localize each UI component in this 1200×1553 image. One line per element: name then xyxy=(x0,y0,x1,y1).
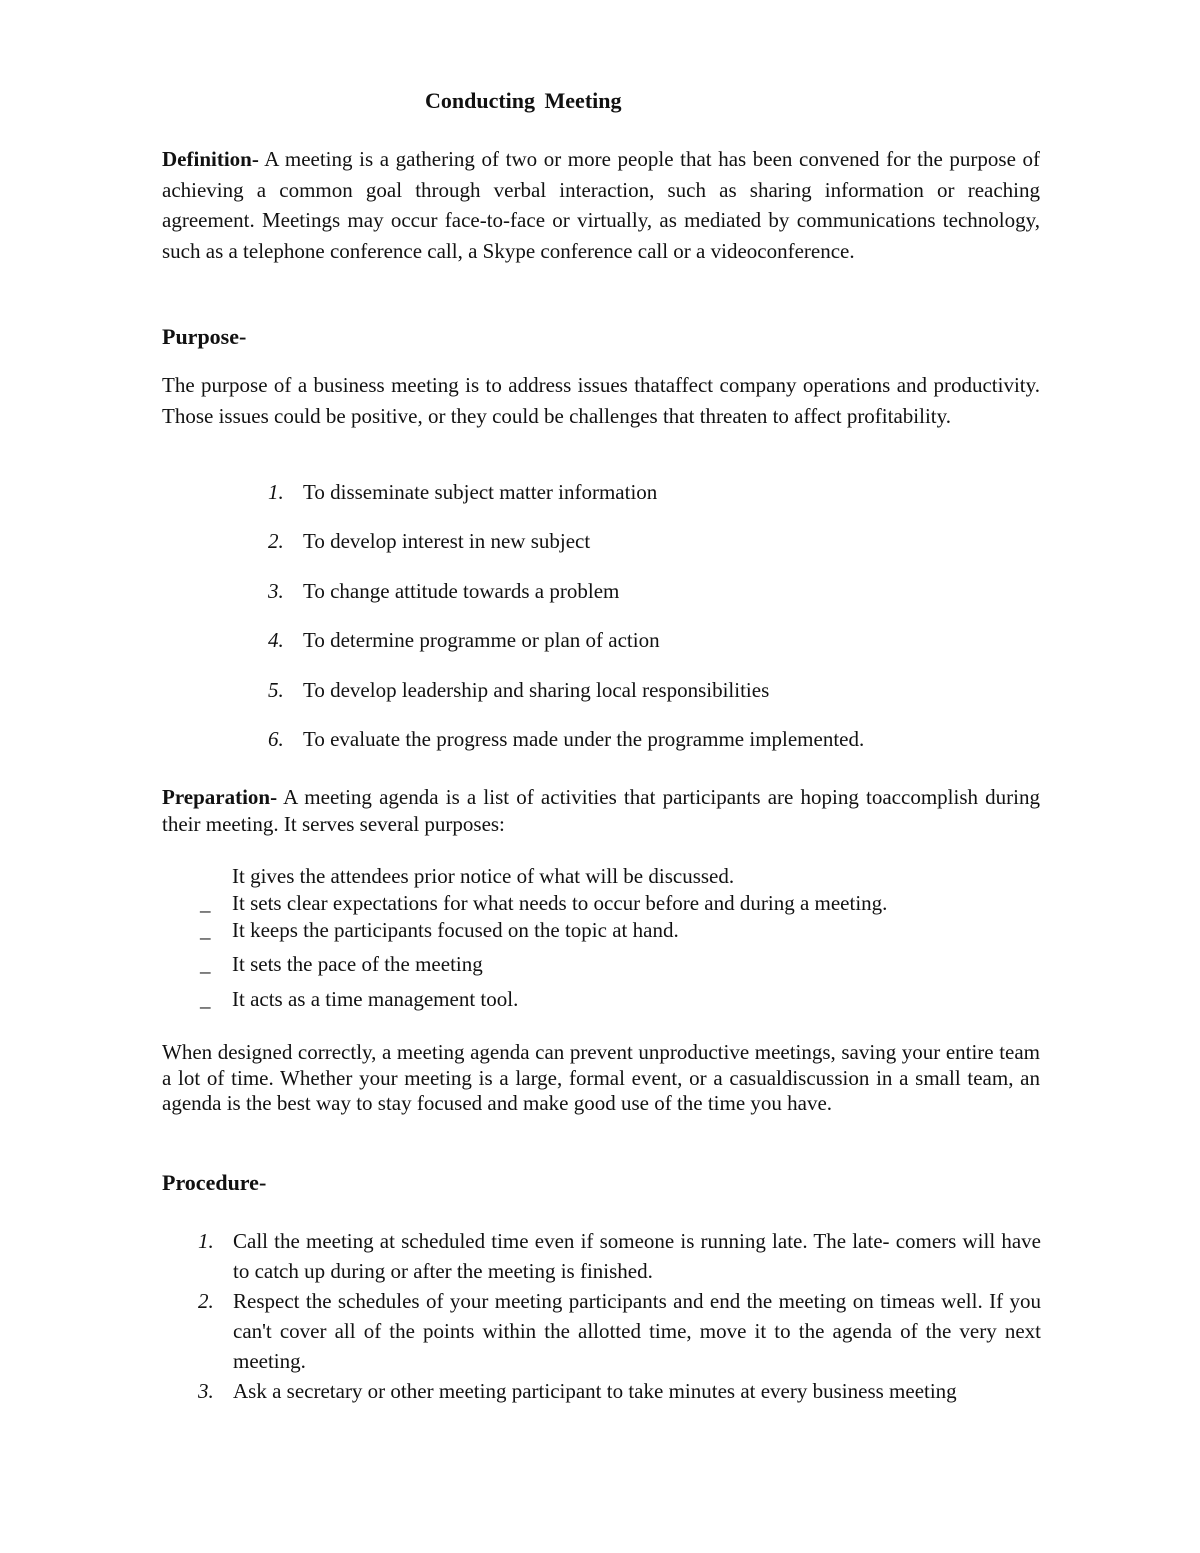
list-item-marker: _ xyxy=(200,891,211,915)
list-item-text: To disseminate subject matter information xyxy=(303,480,658,504)
list-item-number: 3. xyxy=(198,1379,214,1403)
list-item xyxy=(198,1376,1041,1406)
list-item-text: It acts as a time management tool. xyxy=(232,987,519,1011)
preparation-text: A meeting agenda is a list of activities that participants are hoping toaccomplish during their meeting. It serves several purposes: xyxy=(162,785,1040,836)
procedure-heading: Procedure- xyxy=(162,1170,267,1195)
list-item-text: It sets the pace of the meeting xyxy=(232,952,483,976)
list-item-text: To change attitude towards a problem xyxy=(303,578,620,603)
list-item-text: Ask a secretary or other meeting participant to take minutes at every business meeting xyxy=(233,1379,957,1403)
definition-text: A meeting is a gathering of two or more people that has been convened for the purpose of achieving a common goal through verbal interaction, such as sharing information or reaching agreement. Meetings may occur face-to-face or virtually, as mediated by communications technology, such as a telephone conference call, a Skype conference call or a videoconference. xyxy=(162,147,1040,263)
page-title: Conducting Meeting xyxy=(425,88,622,113)
purpose-heading: Purpose- xyxy=(162,324,247,349)
procedure-list xyxy=(198,1226,1041,1406)
preparation-closing-paragraph: When designed correctly, a meeting agenda can prevent unproductive meetings, saving your entire team a lot of time. Whether your meeting is a large, formal event, or a casualdiscussion in a small team, an agenda is the best way to stay focused and make good use of the time you have. xyxy=(162,1040,1040,1115)
list-item-marker: _ xyxy=(200,952,211,976)
list-item-text: To evaluate the progress made under the programme implemented. xyxy=(303,726,865,751)
definition-label: Definition- xyxy=(162,147,259,171)
list-item-number: 1. xyxy=(198,1229,214,1253)
list-item-number: 4. xyxy=(268,628,284,653)
preparation-label: Preparation- xyxy=(162,785,278,809)
list-item-number: 5. xyxy=(268,677,284,702)
list-item-text: It keeps the participants focused on the topic at hand. xyxy=(232,918,679,942)
list-item-number: 6. xyxy=(268,726,284,751)
list-item-text: To determine programme or plan of action xyxy=(303,628,660,653)
list-item-marker: _ xyxy=(200,987,211,1011)
list-item-number: 2. xyxy=(268,529,284,554)
definition-paragraph xyxy=(162,144,1040,266)
list-item-text: Call the meeting at scheduled time even if someone is running late. The late- comers will have to catch up during or after the meeting is finished. xyxy=(233,1229,1041,1283)
list-item xyxy=(198,1286,1041,1376)
list-item-text: It gives the attendees prior notice of what will be discussed. xyxy=(232,864,735,888)
list-item xyxy=(198,1226,1041,1286)
list-item-text: Respect the schedules of your meeting participants and end the meeting on timeas well. If you can't cover all of the points within the allotted time, move it to the agenda of the very next meeting. xyxy=(233,1289,1041,1373)
list-item-text: To develop leadership and sharing local responsibilities xyxy=(303,677,770,702)
list-item-number: 3. xyxy=(268,578,284,603)
list-item-number: 1. xyxy=(268,480,284,504)
list-item-number: 2. xyxy=(198,1289,214,1313)
list-item-text: It sets clear expectations for what needs to occur before and during a meeting. xyxy=(232,891,888,915)
purpose-paragraph: The purpose of a business meeting is to address issues thataffect company operations and productivity. Those issues could be positive, or they could be challenges that threaten to affect profitability. xyxy=(162,373,1040,428)
list-item-marker: _ xyxy=(200,918,211,942)
preparation-paragraph xyxy=(162,784,1040,838)
list-item-text: To develop interest in new subject xyxy=(303,529,591,554)
